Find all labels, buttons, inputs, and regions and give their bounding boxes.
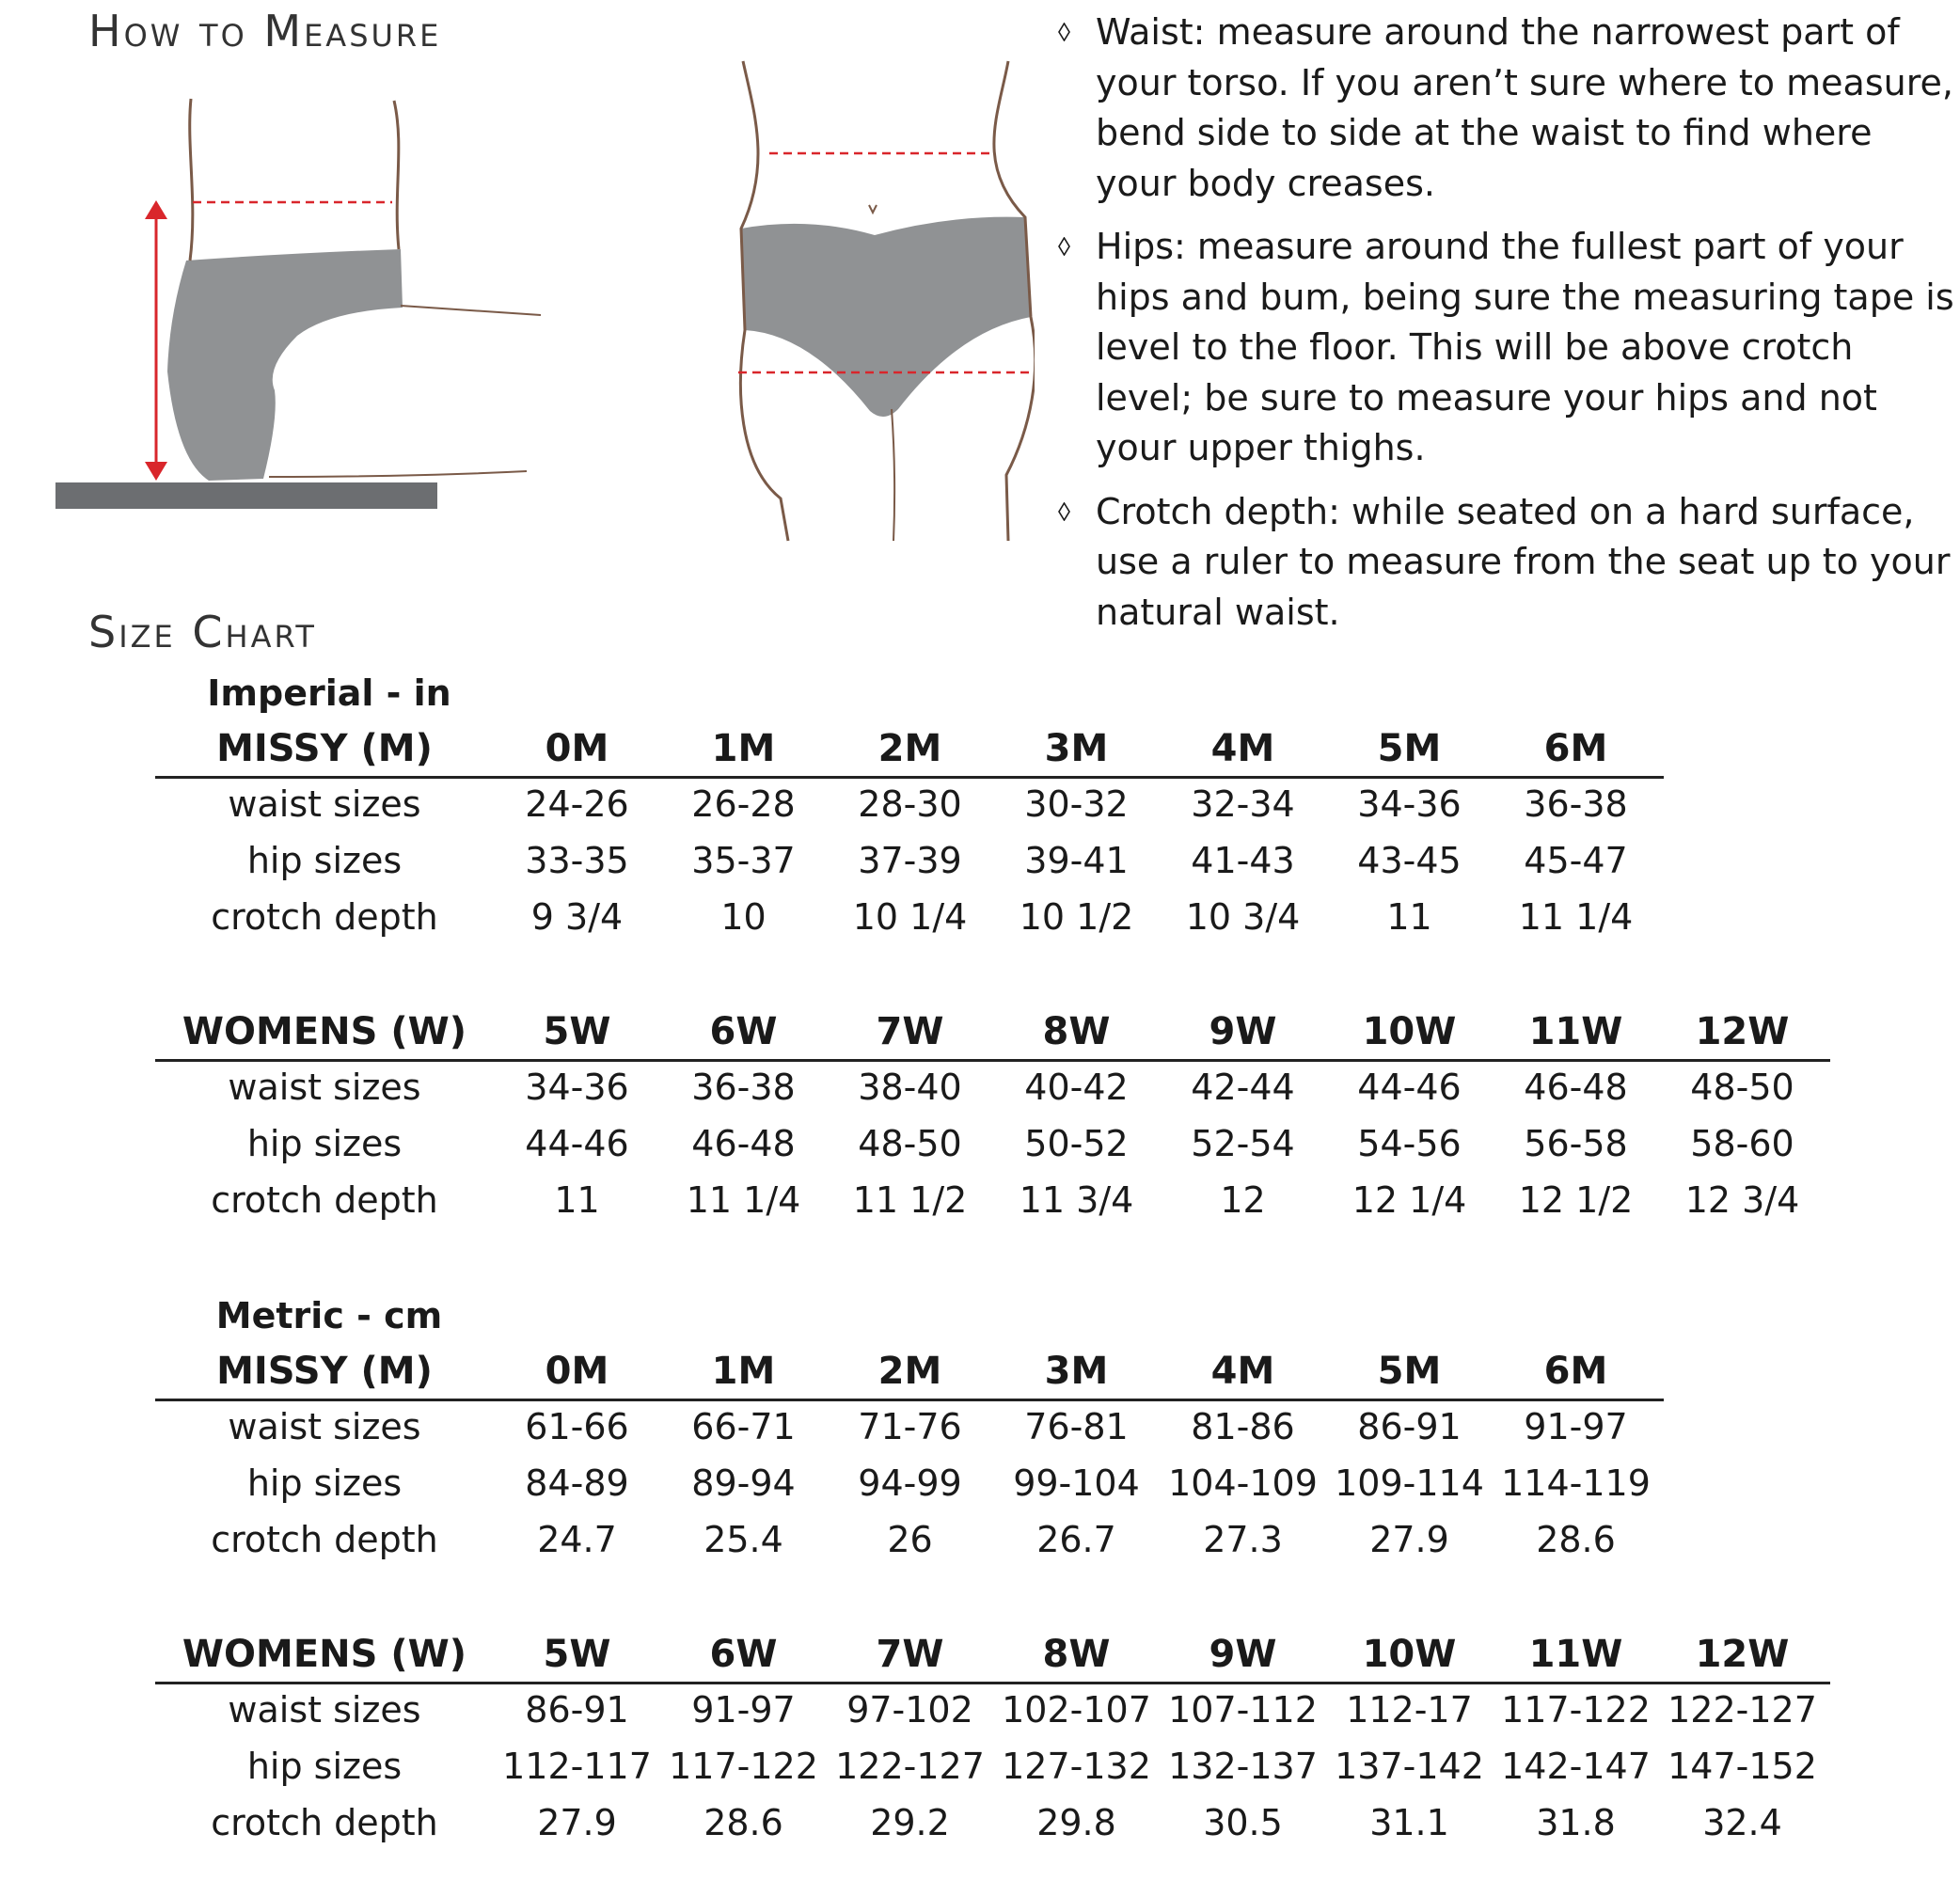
table-cell: 27.3 <box>1203 1519 1283 1560</box>
size-header: 5W <box>543 1010 611 1053</box>
table-cell: 28.6 <box>703 1802 783 1843</box>
crotch-depth-instruction <box>1058 487 1956 639</box>
imperial-missy-header-rule <box>155 776 1664 779</box>
table-cell: 10 3/4 <box>1185 896 1301 938</box>
table-cell: 112-17 <box>1346 1689 1473 1731</box>
row-label: crotch depth <box>211 896 438 938</box>
front-outline <box>394 101 399 249</box>
table-cell: 34-36 <box>525 1067 629 1108</box>
table-row <box>155 1172 1826 1228</box>
table-cell: 86-91 <box>525 1689 629 1731</box>
table-cell: 35-37 <box>691 840 796 881</box>
table-cell: 38-40 <box>858 1067 962 1108</box>
imperial-unit-label: Imperial - in <box>207 672 451 714</box>
table-cell: 52-54 <box>1191 1123 1295 1164</box>
table-row <box>155 1059 1826 1115</box>
table-cell: 86-91 <box>1357 1406 1462 1447</box>
row-label: waist sizes <box>228 783 421 825</box>
size-header: 0M <box>545 727 609 770</box>
table-header-row <box>155 1344 1659 1399</box>
table-row <box>155 1738 1826 1794</box>
row-label: hip sizes <box>246 840 403 881</box>
table-cell: 28.6 <box>1536 1519 1616 1560</box>
size-header: 2M <box>877 727 942 770</box>
size-header: 10W <box>1362 1633 1457 1676</box>
table-cell: 45-47 <box>1524 840 1628 881</box>
arrow-up-head <box>145 200 167 219</box>
table-cell: 30.5 <box>1203 1802 1283 1843</box>
table-cell: 27.9 <box>1369 1519 1449 1560</box>
table-cell: 37-39 <box>858 840 962 881</box>
size-header: 4M <box>1210 1350 1275 1393</box>
size-header: 6W <box>709 1010 778 1053</box>
metric-missy-table <box>155 1344 1659 1568</box>
how-to-measure-title: How to Measure <box>88 6 442 56</box>
table-row <box>155 776 1659 832</box>
table-cell: 11 <box>1386 896 1432 938</box>
table-cell: 147-152 <box>1668 1746 1817 1787</box>
table-cell: 94-99 <box>858 1462 962 1504</box>
table-cell: 31.1 <box>1369 1802 1449 1843</box>
table-cell: 71-76 <box>858 1406 962 1447</box>
table-cell: 9 3/4 <box>530 896 624 938</box>
table-cell: 84-89 <box>525 1462 629 1504</box>
table-cell: 48-50 <box>1690 1067 1794 1108</box>
diamond-bullet-icon <box>1058 502 1070 521</box>
size-header: 5W <box>543 1633 611 1676</box>
size-header: 1M <box>711 727 776 770</box>
table-cell: 11 1/4 <box>686 1179 801 1221</box>
size-header: 9W <box>1209 1633 1277 1676</box>
womens-header: WOMENS (W) <box>182 1633 467 1676</box>
size-header: 0M <box>545 1350 609 1393</box>
left-leg-inner <box>892 409 894 541</box>
hips-instruction-text: Hips: measure around the fullest part of your hips and bum, being sure the measuring tape is level to the floor. This will be above crotch level; be sure to measure your hips and not your upper thighs. <box>1096 226 1954 468</box>
table-cell: 104-109 <box>1168 1462 1318 1504</box>
table-cell: 48-50 <box>858 1123 962 1164</box>
table-cell: 33-35 <box>525 840 629 881</box>
table-cell: 132-137 <box>1168 1746 1318 1787</box>
table-cell: 11 1/4 <box>1518 896 1634 938</box>
table-cell: 44-46 <box>1357 1067 1462 1108</box>
table-cell: 26.7 <box>1036 1519 1116 1560</box>
table-row <box>155 1399 1659 1455</box>
table-cell: 102-107 <box>1002 1689 1151 1731</box>
missy-header: MISSY (M) <box>216 727 433 770</box>
size-header: 11W <box>1528 1010 1623 1053</box>
metric-womens-table <box>155 1627 1826 1851</box>
floor-bar <box>55 482 437 509</box>
table-cell: 36-38 <box>691 1067 796 1108</box>
table-cell: 76-81 <box>1024 1406 1129 1447</box>
table-cell: 112-117 <box>502 1746 652 1787</box>
crotch-depth-instruction-text: Crotch depth: while seated on a hard surface, use a ruler to measure from the seat up to your natural waist. <box>1096 490 1951 633</box>
size-header: 9W <box>1209 1010 1277 1053</box>
table-cell: 26-28 <box>691 783 796 825</box>
table-cell: 26 <box>887 1519 933 1560</box>
table-cell: 127-132 <box>1002 1746 1151 1787</box>
size-header: 3M <box>1044 1350 1109 1393</box>
table-cell: 66-71 <box>691 1406 796 1447</box>
size-header: 12W <box>1695 1010 1790 1053</box>
size-header: 6W <box>709 1633 778 1676</box>
size-header: 7W <box>876 1010 944 1053</box>
table-cell: 24.7 <box>537 1519 617 1560</box>
table-cell: 114-119 <box>1501 1462 1651 1504</box>
diamond-bullet-icon <box>1058 237 1070 256</box>
womens-header: WOMENS (W) <box>182 1010 467 1053</box>
row-label: waist sizes <box>228 1689 421 1731</box>
table-cell: 43-45 <box>1357 840 1462 881</box>
table-cell: 81-86 <box>1191 1406 1295 1447</box>
table-cell: 91-97 <box>691 1689 796 1731</box>
size-header: 8W <box>1042 1010 1111 1053</box>
back-outline <box>190 99 193 261</box>
table-row <box>155 1511 1659 1568</box>
row-label: waist sizes <box>228 1067 421 1108</box>
table-row <box>155 889 1659 945</box>
table-cell: 10 1/4 <box>852 896 968 938</box>
garment-side-view <box>167 249 403 481</box>
table-cell: 56-58 <box>1524 1123 1628 1164</box>
table-cell: 25.4 <box>703 1519 783 1560</box>
imperial-womens-table <box>155 1004 1826 1228</box>
row-label: waist sizes <box>228 1406 421 1447</box>
thigh-top-outline <box>401 306 541 315</box>
size-header: 5M <box>1377 727 1442 770</box>
size-header: 11W <box>1528 1633 1623 1676</box>
table-cell: 27.9 <box>537 1802 617 1843</box>
waist-instruction-text: Waist: measure around the narrowest part of your torso. If you aren’t sure where to measure, bend side to side at the waist to find where your body creases. <box>1096 11 1953 204</box>
thigh-bottom-outline <box>269 471 527 477</box>
table-cell: 41-43 <box>1191 840 1295 881</box>
side-view-figure <box>47 89 611 522</box>
navel <box>869 205 877 213</box>
missy-header: MISSY (M) <box>216 1350 433 1393</box>
row-label: hip sizes <box>246 1746 403 1787</box>
front-view-figure <box>715 52 1035 560</box>
table-cell: 10 1/2 <box>1019 896 1134 938</box>
table-cell: 12 1/4 <box>1351 1179 1467 1221</box>
size-header: 6M <box>1543 1350 1608 1393</box>
table-cell: 117-122 <box>1501 1689 1651 1731</box>
table-cell: 99-104 <box>1013 1462 1140 1504</box>
table-cell: 30-32 <box>1024 783 1129 825</box>
table-row <box>155 1794 1826 1851</box>
size-header: 1M <box>711 1350 776 1393</box>
table-cell: 12 <box>1220 1179 1266 1221</box>
table-header-row <box>155 1004 1826 1059</box>
size-header: 3M <box>1044 727 1109 770</box>
table-row <box>155 832 1659 889</box>
table-cell: 89-94 <box>691 1462 796 1504</box>
table-cell: 54-56 <box>1357 1123 1462 1164</box>
size-chart-title: Size Chart <box>88 607 317 657</box>
table-cell: 46-48 <box>1524 1067 1628 1108</box>
garment-front-view <box>741 217 1031 417</box>
table-cell: 32-34 <box>1191 783 1295 825</box>
table-cell: 32.4 <box>1702 1802 1782 1843</box>
size-header: 6M <box>1543 727 1608 770</box>
table-cell: 34-36 <box>1357 783 1462 825</box>
table-cell: 137-142 <box>1335 1746 1484 1787</box>
row-label: crotch depth <box>211 1519 438 1560</box>
table-cell: 11 1/2 <box>852 1179 968 1221</box>
table-cell: 11 <box>554 1179 600 1221</box>
table-cell: 122-127 <box>835 1746 985 1787</box>
table-header-row <box>155 721 1659 776</box>
metric-unit-label: Metric - cm <box>215 1295 443 1336</box>
table-cell: 12 1/2 <box>1518 1179 1634 1221</box>
table-cell: 10 <box>720 896 767 938</box>
size-header: 7W <box>876 1633 944 1676</box>
table-cell: 29.2 <box>870 1802 950 1843</box>
size-header: 12W <box>1695 1633 1790 1676</box>
table-row <box>155 1455 1659 1511</box>
table-cell: 11 3/4 <box>1019 1179 1134 1221</box>
measure-instructions <box>1058 8 1956 651</box>
row-label: hip sizes <box>246 1462 403 1504</box>
table-row <box>155 1682 1826 1738</box>
table-cell: 42-44 <box>1191 1067 1295 1108</box>
metric-missy-header-rule <box>155 1399 1664 1401</box>
table-cell: 58-60 <box>1690 1123 1794 1164</box>
table-cell: 24-26 <box>525 783 629 825</box>
table-cell: 142-147 <box>1501 1746 1651 1787</box>
metric-womens-header-rule <box>155 1682 1830 1684</box>
arrow-down-head <box>145 462 167 481</box>
size-header: 10W <box>1362 1010 1457 1053</box>
table-cell: 122-127 <box>1668 1689 1817 1731</box>
table-cell: 28-30 <box>858 783 962 825</box>
row-label: crotch depth <box>211 1179 438 1221</box>
waist-instruction <box>1058 8 1956 209</box>
table-header-row <box>155 1627 1826 1682</box>
table-cell: 50-52 <box>1024 1123 1129 1164</box>
imperial-missy-table <box>155 721 1659 945</box>
size-header: 2M <box>877 1350 942 1393</box>
hips-instruction <box>1058 222 1956 474</box>
table-row <box>155 1115 1826 1172</box>
table-cell: 12 3/4 <box>1684 1179 1800 1221</box>
table-cell: 61-66 <box>525 1406 629 1447</box>
table-cell: 29.8 <box>1036 1802 1116 1843</box>
size-header: 4M <box>1210 727 1275 770</box>
size-header: 8W <box>1042 1633 1111 1676</box>
table-cell: 91-97 <box>1524 1406 1628 1447</box>
row-label: hip sizes <box>246 1123 403 1164</box>
table-cell: 31.8 <box>1536 1802 1616 1843</box>
size-header: 5M <box>1377 1350 1442 1393</box>
table-cell: 107-112 <box>1168 1689 1318 1731</box>
table-cell: 97-102 <box>846 1689 973 1731</box>
imperial-womens-header-rule <box>155 1059 1830 1062</box>
table-cell: 109-114 <box>1335 1462 1484 1504</box>
diamond-bullet-icon <box>1058 23 1070 41</box>
table-cell: 36-38 <box>1524 783 1628 825</box>
table-cell: 46-48 <box>691 1123 796 1164</box>
table-cell: 40-42 <box>1024 1067 1129 1108</box>
table-cell: 44-46 <box>525 1123 629 1164</box>
row-label: crotch depth <box>211 1802 438 1843</box>
table-cell: 39-41 <box>1024 840 1129 881</box>
table-cell: 117-122 <box>669 1746 818 1787</box>
